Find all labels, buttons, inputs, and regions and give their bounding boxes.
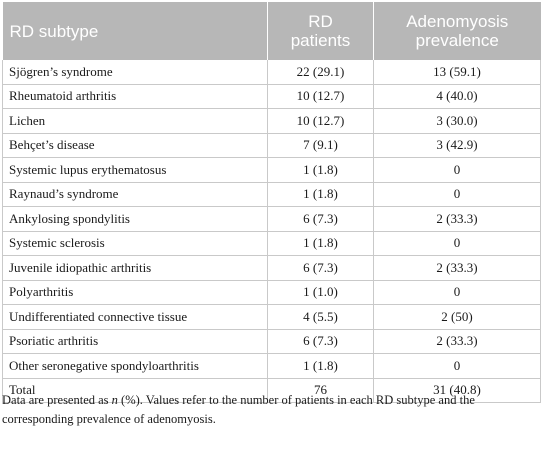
cell-rd-subtype: Ankylosing spondylitis <box>3 207 268 232</box>
header-adenomyosis-line2: prevalence <box>415 31 499 50</box>
cell-rd-patients: 76 <box>268 378 374 403</box>
cell-rd-subtype: Behçet’s disease <box>3 133 268 158</box>
table-row <box>3 133 541 158</box>
cell-rd-patients: 6 (7.3) <box>268 329 374 354</box>
cell-adenomyosis-prevalence: 13 (59.1) <box>374 60 541 84</box>
cell-adenomyosis-prevalence: 2 (33.3) <box>374 329 541 354</box>
cell-rd-subtype: Psoriatic arthritis <box>3 329 268 354</box>
cell-rd-patients: 1 (1.0) <box>268 280 374 305</box>
cell-rd-patients: 10 (12.7) <box>268 109 374 134</box>
footnote-before: Data are presented as <box>2 393 112 407</box>
cell-adenomyosis-prevalence: 4 (40.0) <box>374 84 541 109</box>
header-rd-patients <box>268 2 374 60</box>
table-row <box>3 280 541 305</box>
table-row <box>3 60 541 84</box>
cell-rd-patients: 6 (7.3) <box>268 256 374 281</box>
cell-rd-patients: 1 (1.8) <box>268 354 374 379</box>
header-rd-patients-line2: patients <box>290 31 351 50</box>
cell-rd-subtype: Total <box>3 378 268 403</box>
cell-rd-patients: 1 (1.8) <box>268 231 374 256</box>
cell-adenomyosis-prevalence: 2 (33.3) <box>374 256 541 281</box>
rd-adenomyosis-table <box>2 2 541 403</box>
cell-rd-subtype: Juvenile idiopathic arthritis <box>3 256 268 281</box>
table-row <box>3 84 541 109</box>
table-footnote <box>2 391 540 429</box>
cell-rd-subtype: Systemic lupus erythematosus <box>3 158 268 183</box>
footnote-n: n <box>111 393 118 407</box>
cell-adenomyosis-prevalence: 3 (30.0) <box>374 109 541 134</box>
cell-rd-patients: 7 (9.1) <box>268 133 374 158</box>
cell-rd-subtype: Lichen <box>3 109 268 134</box>
cell-rd-patients: 10 (12.7) <box>268 84 374 109</box>
cell-rd-subtype: Raynaud’s syndrome <box>3 182 268 207</box>
table-row <box>3 329 541 354</box>
cell-adenomyosis-prevalence: 3 (42.9) <box>374 133 541 158</box>
cell-rd-subtype: Undifferentiated connective tissue <box>3 305 268 330</box>
cell-rd-subtype: Sjögren’s syndrome <box>3 60 268 84</box>
cell-adenomyosis-prevalence: 0 <box>374 231 541 256</box>
header-rd-subtype-text: RD subtype <box>9 21 99 41</box>
table-row <box>3 158 541 183</box>
table-row <box>3 182 541 207</box>
cell-rd-subtype: Polyarthritis <box>3 280 268 305</box>
table-row <box>3 207 541 232</box>
cell-rd-patients: 6 (7.3) <box>268 207 374 232</box>
cell-adenomyosis-prevalence: 2 (33.3) <box>374 207 541 232</box>
cell-rd-patients: 4 (5.5) <box>268 305 374 330</box>
table-row <box>3 231 541 256</box>
table-body <box>3 60 541 403</box>
header-adenomyosis-prevalence <box>374 2 541 60</box>
footnote-after: (%). Values refer to the number of patients in each RD subtype and the corresponding prevalence of adenomyosis. <box>2 393 475 426</box>
table-row <box>3 109 541 134</box>
cell-adenomyosis-prevalence: 0 <box>374 182 541 207</box>
cell-rd-patients: 1 (1.8) <box>268 158 374 183</box>
cell-rd-patients: 22 (29.1) <box>268 60 374 84</box>
header-row <box>3 2 541 60</box>
header-rd-patients-line1: RD <box>308 12 333 31</box>
header-rd-subtype <box>3 2 268 60</box>
cell-rd-subtype: Rheumatoid arthritis <box>3 84 268 109</box>
table-row <box>3 354 541 379</box>
table-row <box>3 256 541 281</box>
cell-adenomyosis-prevalence: 31 (40.8) <box>374 378 541 403</box>
cell-adenomyosis-prevalence: 0 <box>374 158 541 183</box>
table-row <box>3 305 541 330</box>
cell-rd-subtype: Systemic sclerosis <box>3 231 268 256</box>
cell-adenomyosis-prevalence: 0 <box>374 280 541 305</box>
cell-adenomyosis-prevalence: 2 (50) <box>374 305 541 330</box>
cell-rd-patients: 1 (1.8) <box>268 182 374 207</box>
cell-adenomyosis-prevalence: 0 <box>374 354 541 379</box>
cell-rd-subtype: Other seronegative spondyloarthritis <box>3 354 268 379</box>
header-adenomyosis-line1: Adenomyosis <box>406 12 509 31</box>
